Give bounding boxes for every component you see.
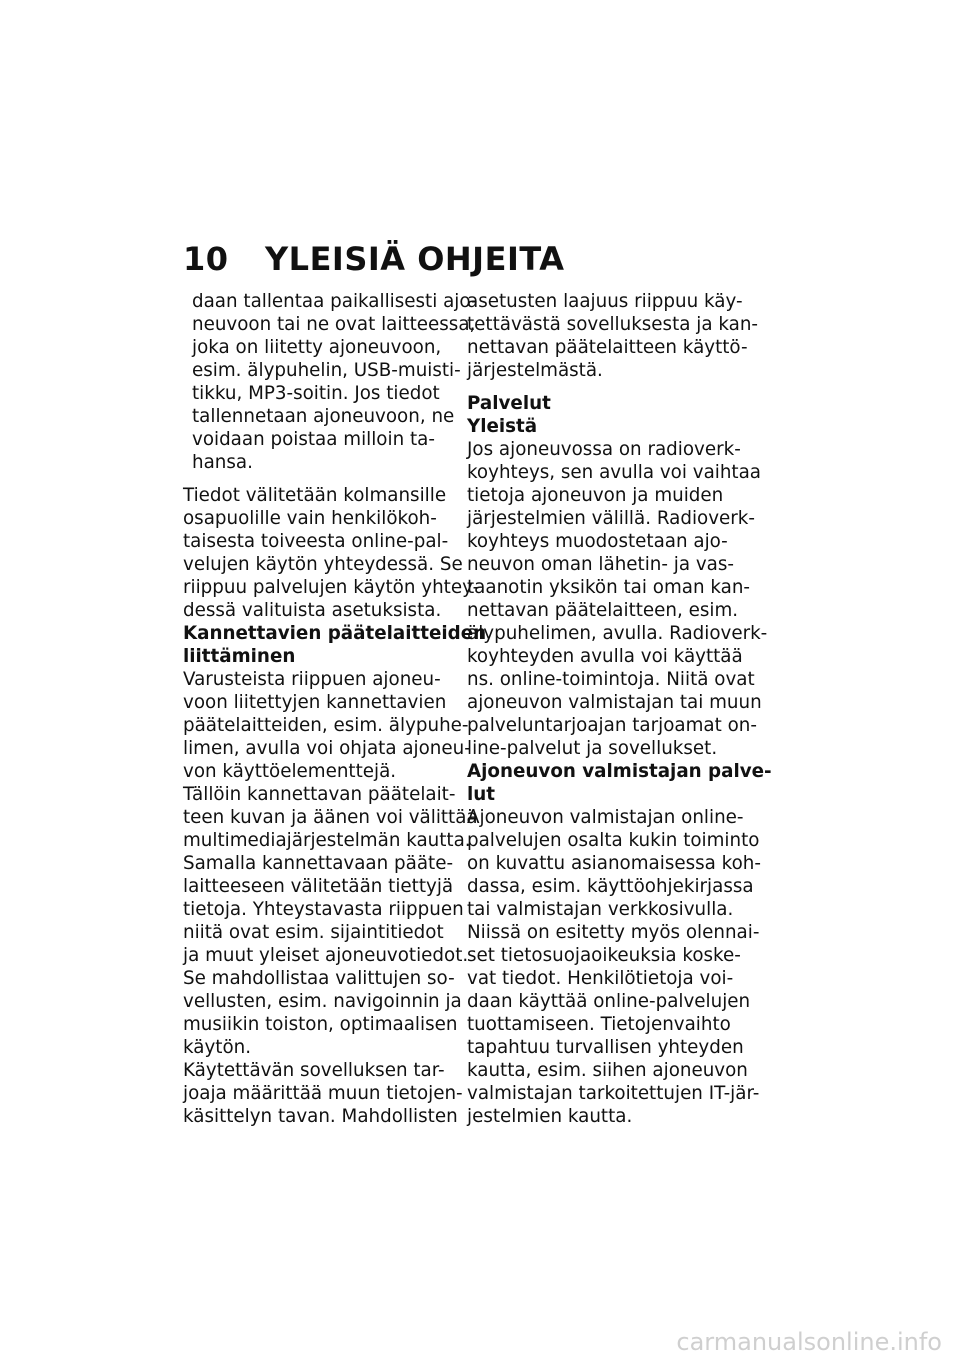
text-line: tietoja ajoneuvon ja muiden	[467, 485, 724, 506]
text-line: järjestelmästä.	[467, 360, 603, 381]
text-line: laitteeseen välitetään tiettyjä	[183, 876, 454, 897]
watermark[interactable]: carmanualsonline.info	[676, 1328, 942, 1356]
text-line: riippuu palvelujen käytön yhtey-	[183, 577, 480, 598]
text-line: joka on liitetty ajoneuvoon,	[192, 337, 442, 358]
body-paragraph	[183, 668, 471, 783]
text-line: koyhteyden avulla voi käyttää	[467, 646, 743, 667]
text-line: Samalla kannettavaan pääte-	[183, 853, 454, 874]
subsection-heading	[467, 415, 735, 438]
text-line: taanotin yksikön tai oman kan-	[467, 577, 751, 598]
text-line: teen kuvan ja äänen voi välittää	[183, 807, 478, 828]
text-line: voon liitettyjen kannettavien	[183, 692, 447, 713]
text-line: asetusten laajuus riippuu käy-	[467, 291, 743, 312]
text-line: tai valmistajan verkkosivulla.	[467, 899, 734, 920]
text-line: tettävästä sovelluksesta ja kan-	[467, 314, 759, 335]
text-line: päätelaitteiden, esim. älypuhe-	[183, 715, 469, 736]
text-line: tietoja. Yhteystavasta riippuen	[183, 899, 464, 920]
subsection-heading	[467, 760, 772, 806]
text-line: jestelmien kautta.	[467, 1106, 633, 1127]
text-line: voidaan poistaa milloin ta-	[192, 429, 435, 450]
chapter-title: YLEISIÄ OHJEITA	[265, 240, 565, 278]
indented-paragraph	[183, 290, 478, 474]
text-line: tapahtuu turvallisen yhteyden	[467, 1037, 744, 1058]
heading-line: liittäminen	[183, 646, 296, 667]
text-line: älypuhelimen, avulla. Radioverk-	[467, 623, 768, 644]
text-line: on kuvattu asianomaisessa koh-	[467, 853, 761, 874]
text-line: palvelujen osalta kukin toiminto	[467, 830, 760, 851]
heading-line: Kannettavien päätelaitteiden	[183, 623, 487, 644]
text-line: von käyttöelementtejä.	[183, 761, 397, 782]
text-line: joaja määrittää muun tietojen-	[183, 1083, 463, 1104]
text-line: ns. online-toimintoja. Niitä ovat	[467, 669, 755, 690]
right-column	[467, 290, 772, 1128]
heading-line: Ajoneuvon valmistajan palve-	[467, 761, 772, 782]
text-line: nettavan päätelaitteen, esim.	[467, 600, 739, 621]
text-line: velujen käytön yhteydessä. Se	[183, 554, 463, 575]
body-paragraph	[467, 290, 759, 382]
text-line: tallennetaan ajoneuvoon, ne	[192, 406, 455, 427]
text-line: multimediajärjestelmän kautta.	[183, 830, 471, 851]
heading-line: Yleistä	[467, 416, 538, 437]
text-line: Jos ajoneuvossa on radioverk-	[467, 439, 741, 460]
text-line: limen, avulla voi ohjata ajoneu-	[183, 738, 471, 759]
text-line: Se mahdollistaa valittujen so-	[183, 968, 455, 989]
text-line: Varusteista riippuen ajoneu-	[183, 669, 441, 690]
text-line: Niissä on esitetty myös olennai-	[467, 922, 760, 943]
text-line: ajoneuvon valmistajan tai muun	[467, 692, 762, 713]
text-line: niitä ovat esim. sijaintitiedot	[183, 922, 444, 943]
section-heading	[467, 392, 735, 415]
text-line: daan käyttää online-palvelujen	[467, 991, 751, 1012]
body-paragraph	[467, 806, 761, 1128]
text-line: neuvon oman lähetin- ja vas-	[467, 554, 735, 575]
text-line: neuvoon tai ne ovat laitteessa,	[192, 314, 476, 335]
text-line: nettavan päätelaitteen käyttö-	[467, 337, 748, 358]
section-heading	[183, 622, 487, 668]
text-line: esim. älypuhelin, USB-muisti-	[192, 360, 461, 381]
text-line: tuottamiseen. Tietojenvaihto	[467, 1014, 731, 1035]
chapter-number: 10	[183, 240, 229, 278]
text-line: taisesta toiveesta online-pal-	[183, 531, 449, 552]
text-line: osapuolille vain henkilökoh-	[183, 508, 437, 529]
text-line: Tällöin kannettavan päätelait-	[183, 784, 456, 805]
text-line: vat tiedot. Henkilötietoja voi-	[467, 968, 734, 989]
text-line: dassa, esim. käyttöohjekirjassa	[467, 876, 754, 897]
text-line: dessä valituista asetuksista.	[183, 600, 442, 621]
text-line: daan tallentaa paikallisesti ajo-	[192, 291, 478, 312]
body-paragraph	[183, 783, 478, 1059]
text-line: kautta, esim. siihen ajoneuvon	[467, 1060, 748, 1081]
text-line: käsittelyn tavan. Mahdollisten	[183, 1106, 458, 1127]
text-line: käytön.	[183, 1037, 252, 1058]
heading-line: lut	[467, 784, 496, 805]
text-line: set tietosuojaoikeuksia koske-	[467, 945, 741, 966]
text-line: vellusten, esim. navigoinnin ja	[183, 991, 462, 1012]
text-line: koyhteys muodostetaan ajo-	[467, 531, 728, 552]
text-line: järjestelmien välillä. Radioverk-	[467, 508, 755, 529]
text-line: palveluntarjoajan tarjoamat on-	[467, 715, 757, 736]
text-line: koyhteys, sen avulla voi vaihtaa	[467, 462, 762, 483]
text-line: line-palvelut ja sovellukset.	[467, 738, 718, 759]
text-line: Ajoneuvon valmistajan online-	[467, 807, 744, 828]
body-paragraph	[183, 1059, 463, 1128]
text-line: musiikin toiston, optimaalisen	[183, 1014, 458, 1035]
text-line: ja muut yleiset ajoneuvotiedot.	[183, 945, 469, 966]
text-line: valmistajan tarkoitettujen IT-jär-	[467, 1083, 760, 1104]
text-line: Tiedot välitetään kolmansille	[183, 485, 447, 506]
text-line: tikku, MP3-soitin. Jos tiedot	[192, 383, 440, 404]
text-line: Käytettävän sovelluksen tar-	[183, 1060, 445, 1081]
body-paragraph	[183, 484, 480, 622]
text-line: hansa.	[192, 452, 253, 473]
chapter-header	[183, 240, 564, 278]
heading-line: Palvelut	[467, 393, 551, 414]
body-paragraph	[467, 438, 768, 760]
